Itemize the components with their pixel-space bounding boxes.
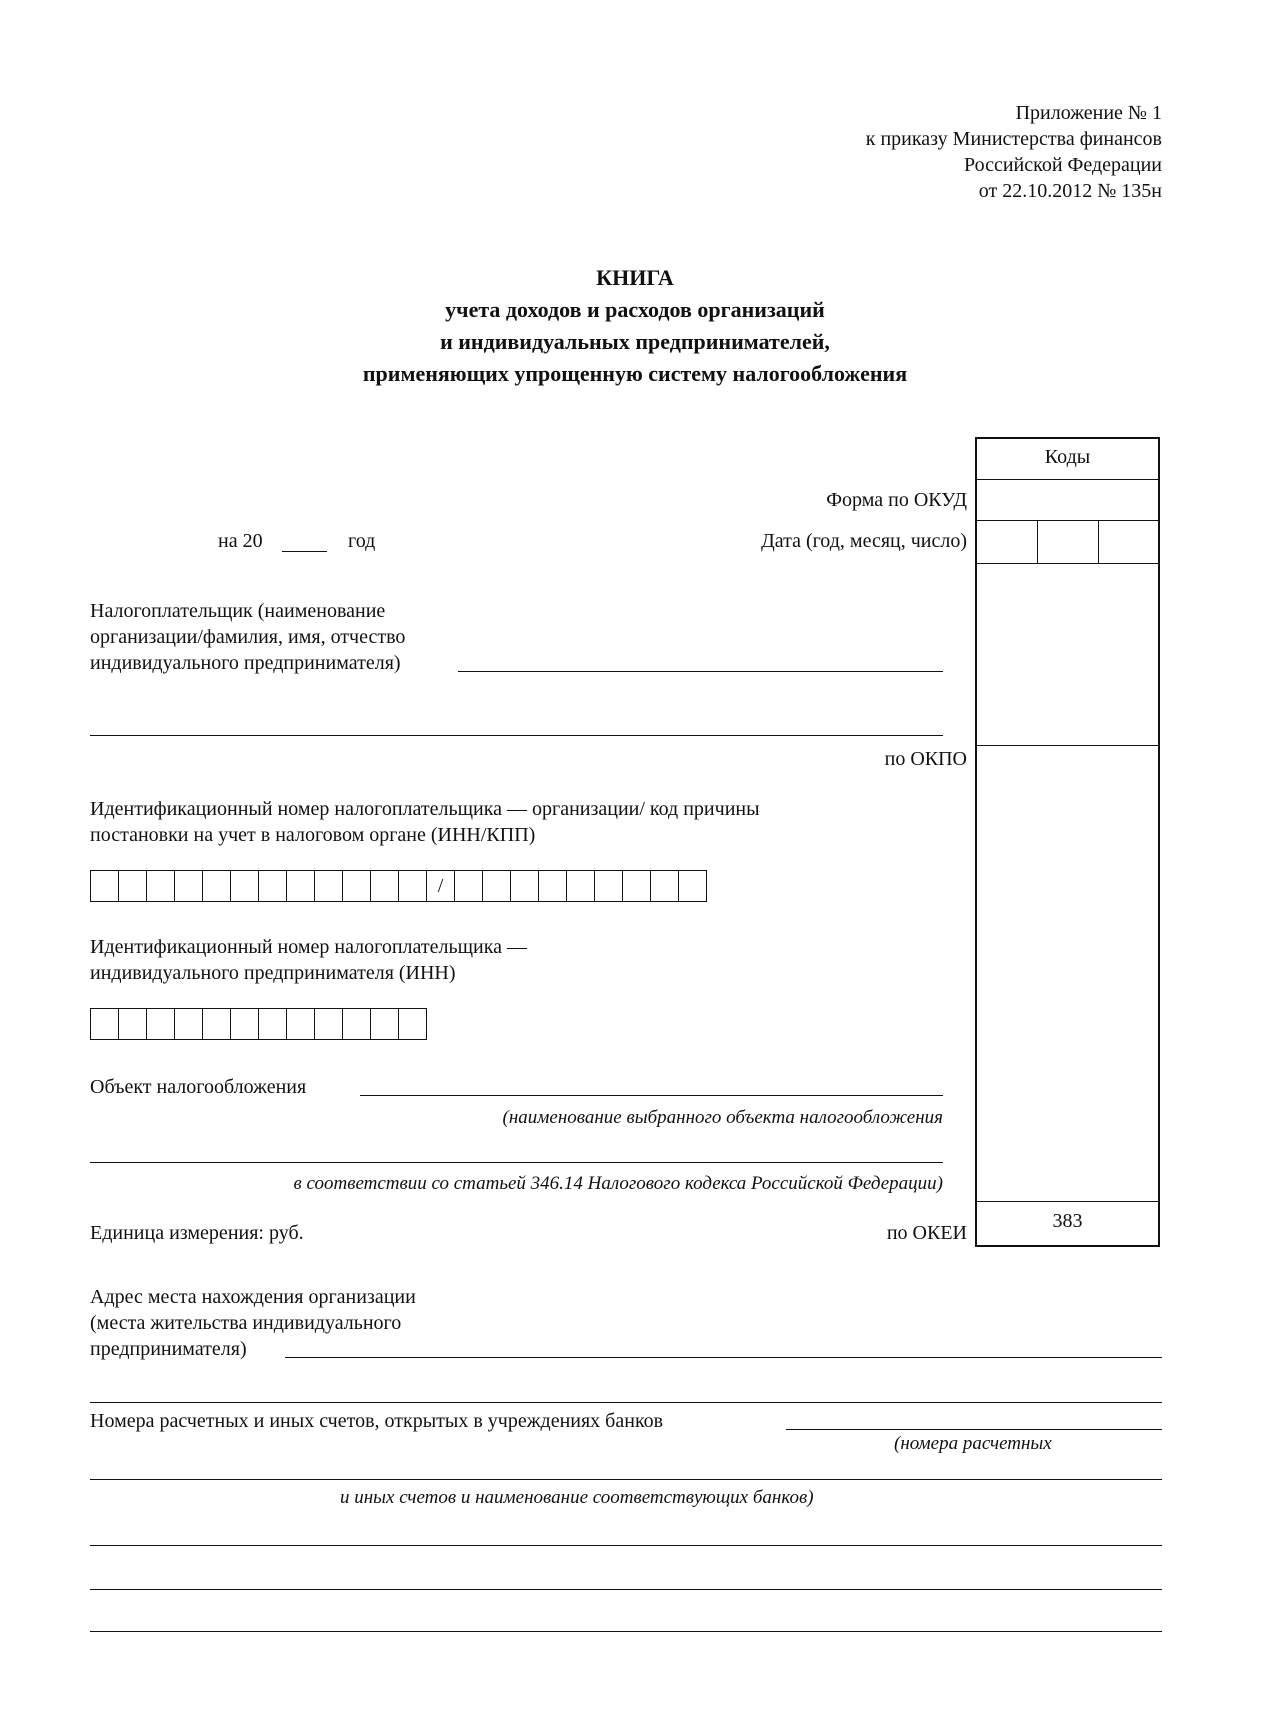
- kpp-cell[interactable]: [679, 871, 707, 901]
- inn-ip-cell[interactable]: [147, 1009, 175, 1039]
- codes-divider: [977, 520, 1158, 521]
- codes-divider: [977, 479, 1158, 480]
- title-line-1: КНИГА: [596, 265, 674, 290]
- tax-object-caption-2: в соответствии со статьей 346.14 Налогового кодекса Российской Федерации): [293, 1173, 943, 1194]
- accounts-field-line[interactable]: [90, 1545, 1162, 1546]
- inn-ip-cell[interactable]: [259, 1009, 287, 1039]
- inn-ip-cell[interactable]: [175, 1009, 203, 1039]
- inn-cell[interactable]: [203, 871, 231, 901]
- accounts-label: Номера расчетных и иных счетов, открытых в учреждениях банков: [90, 1410, 664, 1432]
- appendix-line-2: к приказу Министерства финансов: [865, 128, 1162, 150]
- inn-kpp-cells[interactable]: [90, 870, 707, 902]
- inn-kpp-label-1: Идентификационный номер налогоплательщика — организации/ код причины: [90, 798, 760, 820]
- accounts-field[interactable]: [786, 1429, 1162, 1430]
- address-label-1: Адрес места нахождения организации: [90, 1286, 416, 1308]
- kpp-cell[interactable]: [651, 871, 679, 901]
- inn-cell[interactable]: [315, 871, 343, 901]
- okpo-label: по ОКПО: [884, 748, 967, 770]
- tax-object-label: Объект налогообложения: [90, 1076, 307, 1098]
- year-field[interactable]: [282, 551, 327, 552]
- inn-ip-cell[interactable]: [119, 1009, 147, 1039]
- codes-header: Коды: [1044, 446, 1091, 468]
- appendix-line-3: Российской Федерации: [963, 154, 1162, 176]
- title-line-3: и индивидуальных предпринимателей,: [440, 329, 830, 354]
- inn-ip-cell[interactable]: [343, 1009, 371, 1039]
- inn-cell[interactable]: [343, 871, 371, 901]
- year-prefix: на 20: [218, 530, 263, 552]
- codes-box: [975, 437, 1160, 1247]
- okud-label: Форма по ОКУД: [826, 489, 967, 511]
- taxpayer-label-1: Налогоплательщик (наименование: [90, 600, 386, 622]
- address-label-3: предпринимателя): [90, 1338, 247, 1360]
- kpp-cell[interactable]: [455, 871, 483, 901]
- year-suffix: год: [348, 530, 376, 552]
- taxpayer-field-extra[interactable]: [90, 735, 943, 736]
- inn-kpp-separator: /: [427, 871, 455, 901]
- inn-ip-cell[interactable]: [399, 1009, 427, 1039]
- inn-cell[interactable]: [399, 871, 427, 901]
- inn-cell[interactable]: [91, 871, 119, 901]
- address-label-2: (места жительства индивидуального: [90, 1312, 402, 1334]
- appendix-line-1: Приложение № 1: [1015, 102, 1162, 124]
- kpp-cell[interactable]: [595, 871, 623, 901]
- tax-object-field-extra[interactable]: [90, 1162, 943, 1163]
- date-label: Дата (год, месяц, число): [761, 530, 967, 552]
- kpp-cell[interactable]: [483, 871, 511, 901]
- tax-object-field[interactable]: [360, 1095, 943, 1096]
- address-field[interactable]: [285, 1357, 1162, 1358]
- inn-cell[interactable]: [371, 871, 399, 901]
- taxpayer-label-3: индивидуального предпринимателя): [90, 652, 401, 674]
- inn-cell[interactable]: [231, 871, 259, 901]
- appendix-line-4: от 22.10.2012 № 135н: [978, 180, 1162, 202]
- taxpayer-label-2: организации/фамилия, имя, отчество: [90, 626, 406, 648]
- unit-label: Единица измерения: руб.: [90, 1222, 304, 1244]
- taxpayer-field[interactable]: [458, 671, 943, 672]
- kpp-cell[interactable]: [567, 871, 595, 901]
- inn-ip-cell[interactable]: [287, 1009, 315, 1039]
- kpp-cell[interactable]: [623, 871, 651, 901]
- inn-ip-cells[interactable]: [90, 1008, 427, 1040]
- inn-ip-label-2: индивидуального предпринимателя (ИНН): [90, 962, 456, 984]
- accounts-field-line[interactable]: [90, 1631, 1162, 1632]
- inn-ip-cell[interactable]: [203, 1009, 231, 1039]
- date-cell-divider: [1098, 521, 1099, 564]
- accounts-field-line[interactable]: [90, 1589, 1162, 1590]
- codes-divider: [977, 1201, 1158, 1202]
- appendix-block: [866, 100, 1162, 204]
- inn-cell[interactable]: [147, 871, 175, 901]
- inn-ip-cell[interactable]: [231, 1009, 259, 1039]
- kpp-cell[interactable]: [511, 871, 539, 901]
- inn-ip-label-1: Идентификационный номер налогоплательщика —: [90, 936, 528, 958]
- accounts-field-extra[interactable]: [90, 1479, 1162, 1480]
- inn-ip-cell[interactable]: [371, 1009, 399, 1039]
- okei-value: 383: [1052, 1210, 1083, 1232]
- inn-kpp-label-2: постановки на учет в налоговом органе (ИНН/КПП): [90, 824, 536, 846]
- inn-cell[interactable]: [287, 871, 315, 901]
- inn-ip-cell[interactable]: [315, 1009, 343, 1039]
- accounts-caption-2: и иных счетов и наименование соответствующих банков): [340, 1487, 814, 1508]
- address-field-extra[interactable]: [90, 1402, 1162, 1403]
- kpp-cell[interactable]: [539, 871, 567, 901]
- codes-divider: [977, 745, 1158, 746]
- title-line-4: применяющих упрощенную систему налогообложения: [362, 361, 908, 386]
- inn-ip-cell[interactable]: [91, 1009, 119, 1039]
- document-title: [0, 262, 1270, 390]
- tax-object-caption-1: (наименование выбранного объекта налогообложения: [502, 1107, 943, 1128]
- date-cell-divider: [1037, 521, 1038, 564]
- inn-cell[interactable]: [175, 871, 203, 901]
- title-line-2: учета доходов и расходов организаций: [445, 297, 825, 322]
- inn-cell[interactable]: [119, 871, 147, 901]
- accounts-caption-1: (номера расчетных: [894, 1433, 1052, 1454]
- inn-cell[interactable]: [259, 871, 287, 901]
- okei-label: по ОКЕИ: [886, 1222, 967, 1244]
- codes-divider: [977, 563, 1158, 564]
